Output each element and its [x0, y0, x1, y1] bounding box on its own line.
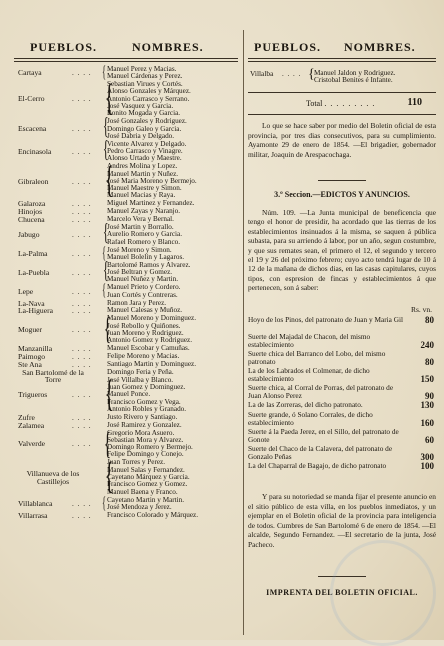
notice-closing: Y para su notoriedad se manda fijar el presente anuncio en el sitio público de esta villa, en los pueblos inmediatos, y un ejemplar en el Boletin oficial de la provincia para inteligencia de todos. Cumbres de San Bartolomé 6 de enero de 1854. —El alcalde, Segundo Fernandez. —El secretario de la junta, José Pacheco.: [248, 492, 436, 549]
names-list: [107, 200, 242, 207]
person-name: José Moreno y Simon.: [107, 246, 172, 254]
right-header-rule: [248, 58, 436, 59]
left-header-rule-2: [14, 61, 238, 62]
person-name: Juan Gomez y Dominguez.: [107, 383, 186, 391]
person-name: Manuel Cárdenas y Perez.: [107, 73, 183, 81]
brace: {: [103, 425, 112, 461]
leader-dots: . . . .: [72, 231, 92, 240]
brace: {: [104, 77, 114, 120]
item-value: 240: [420, 340, 434, 351]
place-name: Encinasola: [18, 146, 52, 156]
names-list: [107, 353, 242, 360]
person-name: Gregorio Mora Asuero.: [107, 429, 175, 437]
item-value: 100: [420, 460, 434, 471]
leader-dots: . . . .: [72, 249, 92, 258]
names-list: [107, 315, 242, 344]
place-name: San Bartolomé de la Torre: [22, 367, 84, 385]
right-header-rule-2: [248, 61, 436, 62]
person-name: José Villalba y Blanco.: [107, 376, 174, 384]
left-header-pueblos: PUEBLOS.: [30, 40, 98, 54]
price-item: [248, 384, 436, 401]
person-name: José Maria Moreno y Bermejo.: [107, 177, 197, 185]
item-label: Suerte á la Paeda Jerez, en el Sillo, del patronato de Gonote: [248, 426, 399, 444]
person-name: Alonso Gonzales y Márquez.: [107, 88, 191, 96]
person-name: Antonio Carrasco y Serrano.: [107, 95, 190, 103]
person-name: Manuel Salas y Fernandez.: [107, 466, 185, 474]
place-name: Jabugo: [18, 230, 40, 240]
price-item: [248, 411, 436, 428]
person-name: Domingo Galeo y Garcia.: [107, 125, 182, 133]
person-name: Manuel Moreno y Dominguez.: [107, 315, 197, 323]
place-name: Cartaya: [18, 68, 42, 78]
person-name: Pedro Carrasco y Vinagre.: [107, 148, 183, 156]
person-name: Manuel Zayas y Naranjo.: [107, 208, 181, 216]
place-name: Ste Ana: [18, 359, 42, 369]
left-entry: [14, 62, 238, 81]
names-list: [107, 247, 242, 262]
leader-dots: . . . .: [72, 499, 92, 508]
leader-dots: . . . .: [72, 345, 92, 354]
brace: {: [102, 136, 109, 163]
right-header-nombres: NOMBRES.: [344, 40, 416, 54]
person-name: Manuel Bolelin y Lagaros.: [107, 253, 185, 261]
place-name: Villablanca: [18, 498, 53, 508]
price-item: [248, 350, 436, 367]
names-list: [107, 208, 242, 215]
place-name: Zalamea: [18, 420, 45, 430]
item-value: 300: [420, 451, 434, 462]
brace: {: [101, 62, 106, 81]
left-entry: [14, 200, 238, 207]
person-name: Cayetano Martin y Martin.: [107, 496, 185, 504]
leader-dots: . . . .: [72, 147, 92, 156]
leader-dots: . . . .: [72, 299, 92, 308]
item-value: 80: [425, 315, 434, 325]
place-name: La-Palma: [18, 248, 48, 258]
item-value: 60: [425, 434, 434, 445]
leader-dots: . . . .: [72, 421, 92, 430]
right-header-pueblos: PUEBLOS.: [254, 40, 322, 54]
left-entry: [14, 353, 238, 360]
person-name: Manuel Ponce.: [107, 391, 151, 399]
total-rule-bottom: [248, 114, 436, 115]
item-label: Hoyo de los Pinos, del patronato de Juan y Maria Gil: [248, 315, 404, 324]
price-item: [248, 445, 436, 462]
item-label: La de las Zorreras, del dicho patronato.: [248, 400, 363, 409]
person-name: Bartolomé Ramos y Alvarez.: [107, 261, 191, 269]
price-item: [248, 333, 436, 350]
person-name: Vicente Alvarez y Delgado.: [107, 140, 187, 148]
item-label: Suerte chica del Barranco del Lobo, del mismo patronato: [248, 349, 386, 367]
left-header-nombres: NOMBRES.: [132, 40, 204, 54]
person-name: Felipe Domingo y Conejo.: [107, 451, 184, 459]
left-entry: [14, 414, 238, 421]
person-name: José Gonzales y Rodriguez.: [107, 118, 187, 126]
notice-military: Lo que se hace saber por medio del Boletin oficial de esta provincia, por tres dias consecutivos, para su cumplimiento. Ayamonte 29 de enero de 1854. —El brigadier, gobernador militar, Joaquin de Arespacochaga.: [248, 121, 436, 159]
leader-dots: . . . .: [72, 69, 92, 78]
item-value: 160: [420, 417, 434, 428]
price-item: [248, 316, 436, 324]
item-label: Suerte del Chaco de la Calavera, del patronato de Gonzalo Peñas: [248, 443, 393, 461]
leader-dots: . . . .: [72, 360, 92, 369]
leader-dots: . . . .: [72, 268, 92, 277]
person-name: José Dabria y Delgado.: [107, 132, 175, 140]
person-name: Juan Torres y Perez.: [107, 459, 166, 467]
left-header-rule: [14, 58, 238, 59]
person-name: Sebastian Virues y Cortés.: [107, 81, 183, 89]
names-list: [107, 422, 242, 429]
place-name: Zufre: [18, 412, 35, 422]
leader-dots: . . . .: [72, 125, 92, 134]
names-list: [107, 284, 242, 299]
place-name: Chucena: [18, 215, 45, 225]
left-entry: [14, 512, 238, 519]
person-name: José Rebollo y Quiñones.: [107, 322, 181, 330]
names-list: [107, 262, 242, 284]
place-name: Gibraleon: [18, 176, 49, 186]
brace: {: [102, 220, 109, 247]
person-name: Manuel Prieto y Cordero.: [107, 284, 181, 292]
short-rule: [318, 180, 366, 181]
place-name: La-Higuera: [18, 306, 53, 316]
item-value: 80: [425, 357, 434, 368]
names-list: [107, 300, 242, 307]
place-name: Moguer: [18, 324, 43, 334]
person-name: Rafael Romero y Blanco.: [107, 238, 181, 246]
place-name: Galaroza: [18, 199, 46, 209]
leader-dots: . . . .: [72, 390, 92, 399]
person-name: Santiago Martin y Dominguez.: [107, 360, 197, 368]
rs-vn-label: Rs. vn.: [410, 305, 432, 314]
person-name: Ramon Jara y Perez.: [107, 299, 167, 307]
place-name: Paimogo: [18, 352, 46, 361]
person-name: Antonio Robles y Granado.: [107, 405, 187, 413]
names-list: [107, 224, 242, 246]
place-villalba: Villalba: [250, 69, 274, 78]
brace: {: [104, 159, 114, 202]
total-value: 110: [407, 97, 422, 108]
place-name: El-Cerro: [18, 94, 45, 104]
total-rule-top: [248, 92, 436, 93]
person-name: José Martin y Borrallo.: [107, 224, 174, 232]
brace: {: [103, 311, 112, 347]
brace: {: [101, 280, 106, 300]
person-name: José Vasquez y Garcia.: [107, 103, 174, 111]
leader-dots: . . . .: [72, 216, 92, 225]
place-name: Villarrasa: [18, 510, 48, 520]
villalba-names: [314, 70, 434, 85]
person-name: Justo Rivero y Santiago.: [107, 413, 178, 421]
names-list: [107, 345, 242, 352]
person-name: Francisco Gomez y Vega.: [107, 398, 181, 406]
person-name: Manuel Baena y Franco.: [107, 488, 178, 496]
person-name: Bonito Mogada y Garcia.: [107, 110, 181, 118]
person-name: José Ramirez y Gonzalez.: [107, 421, 182, 429]
place-name: Manzanilla: [18, 344, 53, 354]
item-value: 130: [420, 400, 434, 410]
price-item: [248, 428, 436, 445]
item-label: Suerte grande, ó Solano Corrales, de dicho establecimiento: [248, 409, 373, 427]
person-name: Aurelio Romero y Garcia.: [107, 231, 183, 239]
notice-beneficencia: Núm. 109. —La Junta municipal de beneficencia que tengo el honor de presidir, ha acordado que las tierras de los establecimientos insinuados á la misma, se saquen á pública subasta, para su arriendo á labor, por un año, segun costumbre, y que sus remates sean, el primero el 12, el segundo y tercero el 19 y 26 del próximo febrero; cuyo acto tendrá lugar de 10 á 12 de la mañana de dichos dias, en las casas capitulares, cuyos tipos, con espresion de fincas y establecimientos á que pertenecen, son á saber:: [248, 208, 436, 293]
leader-dots: . . . .: [72, 307, 92, 316]
place-name: Hinojos: [18, 207, 43, 217]
person-name: Domingo Romero y Bermejo.: [107, 444, 193, 452]
names-list: [107, 430, 242, 459]
left-entry: [14, 307, 238, 314]
names-list: [107, 118, 242, 140]
names-list: [107, 141, 242, 163]
person-name: Andres Molina y Lopez.: [107, 163, 178, 171]
person-name: Manuel Calesas y Muñoz.: [107, 307, 183, 315]
place-name: La-Puebla: [18, 267, 50, 277]
item-label: La del Chaparral de Bagajo, de dicho patronato: [248, 460, 387, 470]
total-label: Total . . . . . . . . .: [306, 99, 376, 108]
names-list: [107, 361, 242, 368]
person-name: Francisco Colorado y Márquez.: [107, 511, 199, 519]
names-list: [107, 512, 242, 519]
leader-dots: . . . .: [72, 353, 92, 361]
price-item: [248, 367, 436, 384]
person-name: Manuel Macias y Raya.: [107, 192, 176, 200]
place-name: Valverde: [18, 439, 45, 449]
price-item: [248, 401, 436, 409]
person-name: Manuel Escobar y Camuñas.: [107, 345, 190, 353]
names-list: [107, 369, 242, 376]
imprint: IMPRENTA DEL BOLETIN OFICIAL.: [266, 588, 418, 597]
name: Manuel Jaldon y Rodriguez.: [314, 70, 396, 77]
names-list: [107, 414, 242, 421]
price-item: [248, 462, 436, 470]
leader-dots: . . . .: [72, 95, 92, 104]
brace: {: [104, 455, 114, 498]
section-title: 3.º Seccion.—EDICTOS Y ANUNCIOS.: [274, 190, 410, 199]
faint-stamp: [330, 540, 436, 646]
place-name: Villanueva de los Castillejos: [26, 469, 80, 486]
item-label: La de los Labrados el Colmenar, de dicho establecimiento: [248, 366, 370, 384]
person-name: Marcelo Vera y Bernal.: [107, 216, 174, 224]
leader-dots: . . . .: [72, 413, 92, 422]
names-list: [107, 216, 242, 223]
person-name: José Beltran y Gomez.: [107, 269, 173, 277]
leader-dots: . . . .: [282, 70, 302, 78]
leader-dots: . . . .: [72, 177, 92, 186]
brace: {: [308, 67, 315, 82]
item-value: 90: [425, 391, 434, 402]
name: Cristobal Benites é Infante.: [314, 77, 393, 85]
person-name: Manuel Martin y Nuñez.: [107, 170, 179, 178]
brace: {: [101, 492, 106, 512]
brace: {: [102, 114, 109, 141]
leader-dots: . . . .: [72, 287, 92, 296]
person-name: Alonso Urtado y Maestre.: [107, 155, 182, 163]
person-name: Felipe Moreno y Macias.: [107, 353, 180, 360]
brace: {: [104, 372, 114, 415]
person-name: Cayetano Márquez y Garcia.: [107, 473, 190, 481]
brace: {: [101, 242, 106, 262]
item-label: Suerte chica, al Corral de Porras, del patronato de Juan Alonso Perez: [248, 383, 394, 401]
person-name: Miguel Martinez y Fernandez.: [107, 200, 195, 208]
leader-dots: . . . .: [72, 440, 92, 449]
leader-dots: . . . .: [72, 325, 92, 334]
leader-dots: . . . .: [72, 208, 92, 217]
place-name: Trigueros: [18, 389, 48, 399]
item-label: Suerte del Majadal de Chacon, del mismo establecimiento: [248, 332, 371, 350]
leader-dots: . . . .: [72, 200, 92, 209]
brace: {: [102, 257, 109, 284]
person-name: Domingo Feria y Peña.: [107, 368, 174, 376]
place-name: Lepe: [18, 286, 34, 296]
person-name: Juan Cortés y Contreras.: [107, 291, 178, 299]
names-list: [107, 307, 242, 314]
leader-dots: . . . .: [72, 511, 92, 520]
place-name: La-Nava: [18, 298, 45, 308]
left-entry: [14, 345, 238, 352]
left-entry: [14, 422, 238, 429]
left-entry: [14, 216, 238, 223]
person-name: Francisco Gomez y Gomez.: [107, 481, 188, 489]
person-name: Juan Moreno y Rodriguez.: [107, 329, 184, 337]
left-entry: [14, 208, 238, 215]
item-value: 150: [420, 374, 434, 385]
person-name: Manuel Nuñez y Martin.: [107, 276, 179, 284]
place-name: Escacena: [18, 124, 47, 134]
person-name: José Mendoza y Jerez.: [107, 503, 172, 511]
person-name: Sebastian Mora y Alvarez.: [107, 436, 184, 444]
names-list: [107, 66, 242, 81]
person-name: Manuel Maestre y Simon.: [107, 185, 182, 193]
column-divider: [243, 30, 244, 635]
person-name: Manuel Perez y Macias.: [107, 66, 177, 73]
person-name: Antonio Gomez y Rodriguez.: [107, 337, 193, 345]
names-list: [107, 497, 242, 512]
